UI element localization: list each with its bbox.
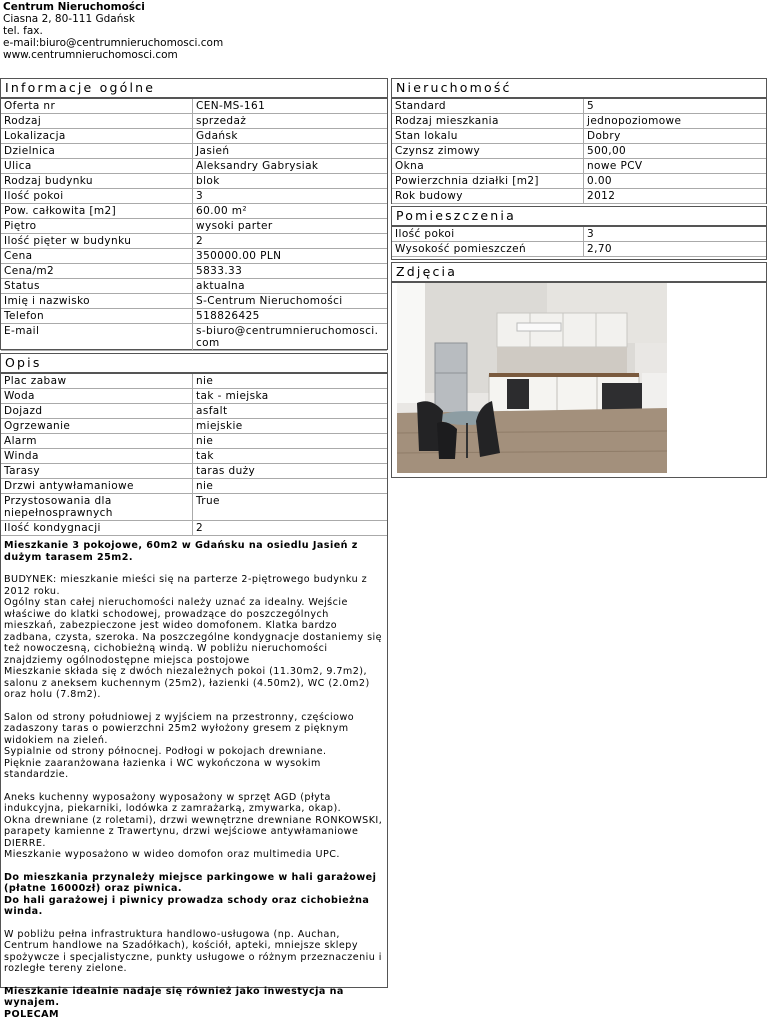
description-closing: Mieszkanie idealnie nadaje się również jako inwestycja na wynajem. POLECAM bbox=[4, 986, 384, 1020]
row-value: 2 bbox=[193, 234, 387, 248]
table-row bbox=[392, 129, 766, 144]
row-label: Piętro bbox=[1, 219, 193, 233]
row-label: Rodzaj budynku bbox=[1, 174, 193, 188]
row-value: Jasień bbox=[193, 144, 387, 158]
row-label: Ogrzewanie bbox=[1, 419, 193, 433]
description-section bbox=[0, 353, 388, 988]
table-row bbox=[1, 434, 387, 449]
table-row bbox=[1, 389, 387, 404]
rooms-section bbox=[391, 206, 767, 260]
row-label: Cena bbox=[1, 249, 193, 263]
row-label: Winda bbox=[1, 449, 193, 463]
description-paragraph: Salon od strony południowej z wyjściem na przestronny, częściowo zadaszony taras o powierzchni 25m2 wyłożony gresem z pięknym widokiem na zieleń. Sypialnie od strony północnej. Podłogi w pokojach drewniane. Pięknie zaaranżowana łazienka i WC wykończona w wysokim standardzie. bbox=[4, 712, 384, 781]
table-row bbox=[1, 174, 387, 189]
row-label: Dzielnica bbox=[1, 144, 193, 158]
section-title: Informacje ogólne bbox=[1, 79, 387, 99]
row-value: S-Centrum Nieruchomości bbox=[193, 294, 387, 308]
table-row bbox=[1, 479, 387, 494]
general-info-section bbox=[0, 78, 388, 350]
row-value: asfalt bbox=[193, 404, 387, 418]
row-label: Rodzaj mieszkania bbox=[392, 114, 584, 128]
row-label: Cena/m2 bbox=[1, 264, 193, 278]
row-label: Wysokość pomieszczeń bbox=[392, 242, 584, 256]
table-row bbox=[1, 419, 387, 434]
table-row bbox=[392, 159, 766, 174]
row-value: taras duży bbox=[193, 464, 387, 478]
row-label: Pow. całkowita [m2] bbox=[1, 204, 193, 218]
row-label: Czynsz zimowy bbox=[392, 144, 584, 158]
row-value: 60.00 m² bbox=[193, 204, 387, 218]
row-value: Aleksandry Gabrysiak bbox=[193, 159, 387, 173]
row-value: 0.00 bbox=[584, 174, 766, 188]
table-row bbox=[392, 189, 766, 204]
row-label: E-mail bbox=[1, 324, 193, 350]
row-value: 3 bbox=[584, 227, 766, 241]
row-label: Ulica bbox=[1, 159, 193, 173]
row-label: Telefon bbox=[1, 309, 193, 323]
row-value: 3 bbox=[193, 189, 387, 203]
apartment-photo[interactable] bbox=[397, 283, 667, 473]
row-value: sprzedaż bbox=[193, 114, 387, 128]
table-row bbox=[392, 242, 766, 257]
table-row bbox=[1, 189, 387, 204]
section-title: Opis bbox=[1, 354, 387, 374]
row-value: blok bbox=[193, 174, 387, 188]
row-value: aktualna bbox=[193, 279, 387, 293]
table-row bbox=[1, 219, 387, 234]
row-label: Oferta nr bbox=[1, 99, 193, 113]
row-value: nowe PCV bbox=[584, 159, 766, 173]
row-label: Ilość pokoi bbox=[392, 227, 584, 241]
description-parking: Do mieszkania przynależy miejsce parkingowe w hali garażowej (płatne 16000zł) oraz piwnica. Do hali garażowej i piwnicy prowadza schody oraz cichobieżna winda. bbox=[4, 872, 384, 918]
row-label: Standard bbox=[392, 99, 584, 113]
row-label: Tarasy bbox=[1, 464, 193, 478]
table-row bbox=[392, 99, 766, 114]
agency-address: Ciasna 2, 80-111 Gdańsk bbox=[3, 13, 223, 25]
row-value: 5 bbox=[584, 99, 766, 113]
description-text bbox=[1, 536, 387, 1020]
row-value: 518826425 bbox=[193, 309, 387, 323]
table-row bbox=[1, 374, 387, 389]
row-label: Imię i nazwisko bbox=[1, 294, 193, 308]
table-row bbox=[392, 174, 766, 189]
table-row bbox=[1, 449, 387, 464]
row-value: 2 bbox=[193, 521, 387, 535]
description-paragraph: Aneks kuchenny wyposażony wyposażony w sprzęt AGD (płyta indukcyjna, piekarniki, lodówka z zamrażarką, zmywarka, okap). Okna drewniane (z roletami), drzwi wewnętrzne drewniane RONKOWSKI, parapety kamienne z Trawertynu, drzwi wejściowe antywłamaniowe DIERRE. Mieszkanie wyposażono w wideo domofon oraz multimedia UPC. bbox=[4, 792, 384, 861]
row-label: Status bbox=[1, 279, 193, 293]
row-value: nie bbox=[193, 374, 387, 388]
table-row bbox=[1, 309, 387, 324]
description-paragraph: W pobliżu pełna infrastruktura handlowo-usługowa (np. Auchan, Centrum handlowe na Szadółkach), kościół, apteki, mniejsze sklepy spożywcze i specjalistyczne, punkty usługowe o różnym przeznaczeniu i rozległe tereny zielone. bbox=[4, 929, 384, 975]
row-value: Gdańsk bbox=[193, 129, 387, 143]
row-label: Dojazd bbox=[1, 404, 193, 418]
row-label: Powierzchnia działki [m2] bbox=[392, 174, 584, 188]
row-value: wysoki parter bbox=[193, 219, 387, 233]
table-row bbox=[392, 144, 766, 159]
row-label: Woda bbox=[1, 389, 193, 403]
row-label: Lokalizacja bbox=[1, 129, 193, 143]
table-row bbox=[1, 234, 387, 249]
row-value: s-biuro@centrumnieruchomosci.com bbox=[193, 324, 387, 350]
row-value: jednopoziomowe bbox=[584, 114, 766, 128]
row-label: Rodzaj bbox=[1, 114, 193, 128]
row-label: Rok budowy bbox=[392, 189, 584, 203]
row-value: 2012 bbox=[584, 189, 766, 203]
agency-name: Centrum Nieruchomości bbox=[3, 1, 223, 13]
agency-header bbox=[3, 1, 223, 61]
table-row bbox=[1, 279, 387, 294]
row-value: True bbox=[193, 494, 387, 520]
table-row bbox=[1, 144, 387, 159]
table-row bbox=[1, 114, 387, 129]
table-row bbox=[1, 159, 387, 174]
table-row bbox=[1, 324, 387, 351]
table-row bbox=[1, 249, 387, 264]
row-value: nie bbox=[193, 434, 387, 448]
row-value: nie bbox=[193, 479, 387, 493]
table-row bbox=[1, 294, 387, 309]
section-title: Pomieszczenia bbox=[392, 207, 766, 227]
row-label: Okna bbox=[392, 159, 584, 173]
table-row bbox=[1, 464, 387, 479]
agency-website: www.centrumnieruchomosci.com bbox=[3, 49, 223, 61]
row-value: 5833.33 bbox=[193, 264, 387, 278]
section-title: Zdjęcia bbox=[392, 263, 766, 283]
row-label: Stan lokalu bbox=[392, 129, 584, 143]
table-row bbox=[392, 114, 766, 129]
table-row bbox=[1, 494, 387, 521]
table-row bbox=[1, 521, 387, 536]
table-row bbox=[392, 227, 766, 242]
description-headline: Mieszkanie 3 pokojowe, 60m2 w Gdańsku na osiedlu Jasień z dużym tarasem 25m2. bbox=[4, 540, 384, 563]
table-row bbox=[1, 99, 387, 114]
row-value: miejskie bbox=[193, 419, 387, 433]
row-value: 500,00 bbox=[584, 144, 766, 158]
table-row bbox=[1, 204, 387, 219]
agency-phone: tel. fax. bbox=[3, 25, 223, 37]
row-value: 350000.00 PLN bbox=[193, 249, 387, 263]
row-value: 2,70 bbox=[584, 242, 766, 256]
property-section bbox=[391, 78, 767, 204]
row-value: tak - miejska bbox=[193, 389, 387, 403]
row-label: Ilość kondygnacji bbox=[1, 521, 193, 535]
row-value: tak bbox=[193, 449, 387, 463]
description-paragraph: BUDYNEK: mieszkanie mieści się na parterze 2-piętrowego budynku z 2012 roku. Ogólny stan całej nieruchomości należy uznać za idealny. Wejście właściwe do klatki schodowej, prowadzące do poszczególnych mieszkań, zabezpieczone jest wideo domofonem. Klatka bardzo zadbana, czysta, szeroka. Na poszczególne kondygnacje dostaniemy się też nowoczesną, cichobieżną windą. W pobliżu nieruchomości znajdziemy ogólnodostępne miejsca postojowe Mieszkanie składa się z dwóch niezależnych pokoi (11.30m2, 9.7m2), salonu z aneksem kuchennym (25m2), łazienki (4.50m2), WC (2.0m2) oraz holu (7.8m2). bbox=[4, 574, 384, 701]
row-label: Alarm bbox=[1, 434, 193, 448]
row-value: CEN-MS-161 bbox=[193, 99, 387, 113]
table-row bbox=[1, 264, 387, 279]
table-row bbox=[1, 129, 387, 144]
row-label: Plac zabaw bbox=[1, 374, 193, 388]
agency-email: e-mail:biuro@centrumnieruchomosci.com bbox=[3, 37, 223, 49]
row-value: Dobry bbox=[584, 129, 766, 143]
row-label: Ilość pięter w budynku bbox=[1, 234, 193, 248]
section-title: Nieruchomość bbox=[392, 79, 766, 99]
row-label: Drzwi antywłamaniowe bbox=[1, 479, 193, 493]
row-label: Ilość pokoi bbox=[1, 189, 193, 203]
table-row bbox=[1, 404, 387, 419]
row-label: Przystosowania dla niepełnosprawnych bbox=[1, 494, 193, 520]
